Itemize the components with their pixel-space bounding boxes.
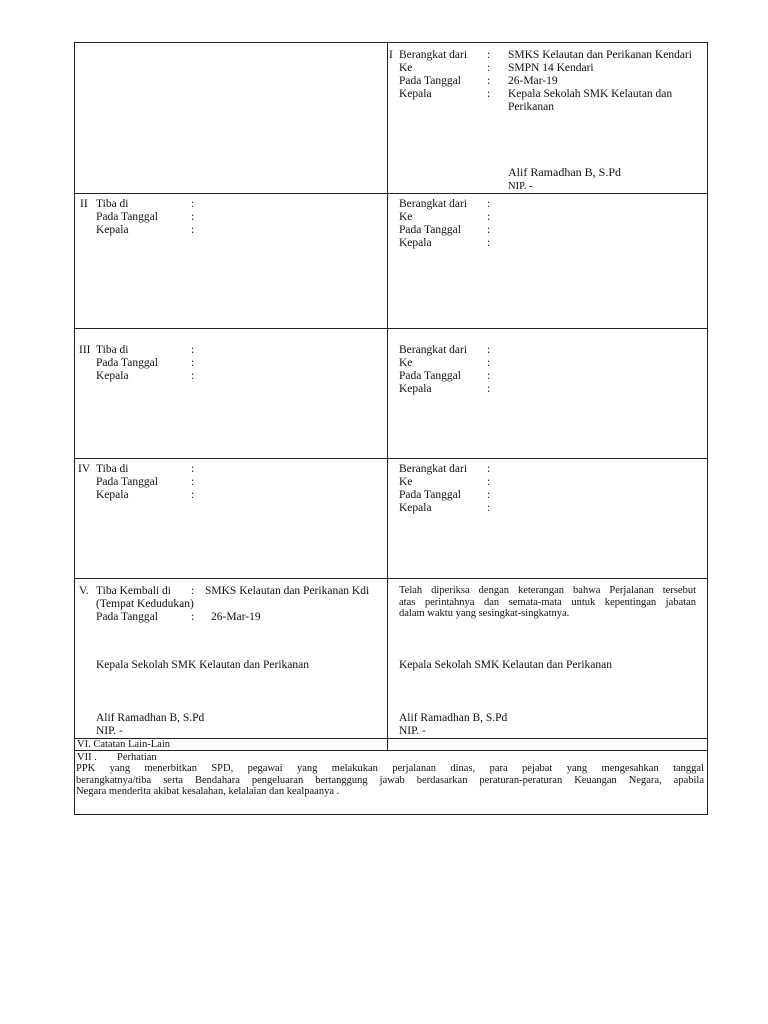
table-top-border xyxy=(74,42,708,43)
section-v-signer-right-nip: NIP. - xyxy=(399,725,426,737)
section-v-roman: V. xyxy=(79,585,89,597)
section-i-ke-colon: : xyxy=(487,62,491,74)
section-v-tiba-kembali-value: SMKS Kelautan dan Perikanan Kdi xyxy=(205,585,370,597)
section-iv-berangkat-colon: : xyxy=(487,463,491,475)
section-i-signer-name: Alif Ramadhan B, S.Pd xyxy=(508,165,621,179)
row-divider-3 xyxy=(74,458,708,459)
section-i-roman: I xyxy=(389,49,393,61)
section-ii-kepala-colon: : xyxy=(191,224,195,236)
section-i-signer-nip: NIP. - xyxy=(508,181,533,192)
notice-line-2: berangkatnya/tiba serta Bendahara pengeluaran bertanggung jawab berdasarkan peraturan-peraturan Keuangan Negara, apabila xyxy=(76,774,704,786)
section-iv-tiba-label: Tiba di xyxy=(96,463,129,475)
section-v-verification-text xyxy=(399,585,696,620)
table-left-border xyxy=(74,42,75,814)
table-bottom-border xyxy=(74,814,708,815)
section-ii-ke-colon: : xyxy=(487,211,491,223)
section-iv-right-kepala-colon: : xyxy=(487,502,491,514)
section-i-kepala-label: Kepala xyxy=(399,88,432,100)
section-i-kepala-value-1: Kepala Sekolah SMK Kelautan dan xyxy=(508,88,673,100)
section-ii-right-kepala-colon: : xyxy=(487,237,491,249)
section-iv-tanggal-label: Pada Tanggal xyxy=(96,476,158,488)
section-iv-tiba-colon: : xyxy=(191,463,195,475)
verification-line-3: dalam waktu yang sesingkat-singkatnya. xyxy=(399,608,570,619)
notice-line-3: Negara menderita akibat kesalahan, kelalaian dan kealpaanya . xyxy=(76,786,340,797)
section-iii-right-tanggal-label: Pada Tanggal xyxy=(399,370,461,382)
column-divider xyxy=(387,42,388,750)
section-v-kepala-right: Kepala Sekolah SMK Kelautan dan Perikanan xyxy=(399,659,613,671)
notice-line-1: PPK yang menerbitkan SPD, pegawai yang melakukan perjalanan dinas, para pejabat yang mengesahkan tanggal xyxy=(76,763,704,774)
section-vi-label: VI. Catatan Lain-Lain xyxy=(77,739,171,750)
section-vii-title: Perhatian xyxy=(117,752,157,763)
section-vii-notice xyxy=(76,763,704,798)
section-iii-ke-label: Ke xyxy=(399,357,413,369)
section-ii-berangkat-colon: : xyxy=(487,198,491,210)
section-iv-tanggal-colon: : xyxy=(191,476,195,488)
section-ii-tiba-label: Tiba di xyxy=(96,198,129,210)
section-ii-right-tanggal-label: Pada Tanggal xyxy=(399,224,461,236)
section-v-tanggal-colon: : xyxy=(191,611,195,623)
row-divider-2 xyxy=(74,328,708,329)
section-iv-right-tanggal-colon: : xyxy=(487,489,491,501)
section-iii-right-tanggal-colon: : xyxy=(487,370,491,382)
section-ii-tanggal-label: Pada Tanggal xyxy=(96,211,158,223)
section-ii-tiba-colon: : xyxy=(191,198,195,210)
section-i-ke-label: Ke xyxy=(399,62,413,74)
section-iv-kepala-label: Kepala xyxy=(96,489,129,501)
section-v-tiba-kembali-colon: : xyxy=(191,585,195,597)
section-iv-ke-colon: : xyxy=(487,476,491,488)
section-v-signer-right-name: Alif Ramadhan B, S.Pd xyxy=(399,712,508,724)
section-iv-berangkat-label: Berangkat dari xyxy=(399,463,468,475)
section-i-berangkat-colon: : xyxy=(487,49,491,61)
section-iii-tiba-colon: : xyxy=(191,344,195,356)
section-iii-tiba-label: Tiba di xyxy=(96,344,129,356)
section-v-signer-left-name: Alif Ramadhan B, S.Pd xyxy=(96,712,205,724)
section-iv-ke-label: Ke xyxy=(399,476,413,488)
row-divider-1 xyxy=(74,193,708,194)
section-i-ke-value: SMPN 14 Kendari xyxy=(508,62,594,74)
section-ii-right-kepala-label: Kepala xyxy=(399,237,432,249)
section-iii-right-kepala-label: Kepala xyxy=(399,383,432,395)
section-i-tanggal-label: Pada Tanggal xyxy=(399,75,461,87)
section-iii-ke-colon: : xyxy=(487,357,491,369)
section-ii-ke-label: Ke xyxy=(399,211,413,223)
row-divider-4 xyxy=(74,578,708,579)
section-vii-label: VII . xyxy=(77,752,97,763)
section-iii-kepala-colon: : xyxy=(191,370,195,382)
section-i-berangkat-label: Berangkat dari xyxy=(399,49,468,61)
section-iv-kepala-colon: : xyxy=(191,489,195,501)
section-v-tanggal-value: 26-Mar-19 xyxy=(211,611,261,623)
section-iii-berangkat-colon: : xyxy=(487,344,491,356)
section-iii-berangkat-label: Berangkat dari xyxy=(399,344,468,356)
section-v-kepala-left: Kepala Sekolah SMK Kelautan dan Perikanan xyxy=(96,659,310,671)
section-iv-roman: IV xyxy=(78,463,91,475)
section-ii-tanggal-colon: : xyxy=(191,211,195,223)
section-i-kepala-value-2: Perikanan xyxy=(508,101,554,113)
section-ii-kepala-label: Kepala xyxy=(96,224,129,236)
section-iv-right-tanggal-label: Pada Tanggal xyxy=(399,489,461,501)
verification-line-1: Telah diperiksa dengan keterangan bahwa Perjalanan tersebut xyxy=(399,585,696,596)
section-ii-berangkat-label: Berangkat dari xyxy=(399,198,468,210)
section-iii-right-kepala-colon: : xyxy=(487,383,491,395)
section-v-tempat-kedudukan: (Tempat Kedudukan) xyxy=(96,598,194,610)
section-iii-kepala-label: Kepala xyxy=(96,370,129,382)
section-iii-tanggal-colon: : xyxy=(191,357,195,369)
section-i-tanggal-value: 26-Mar-19 xyxy=(508,75,558,87)
section-i-kepala-colon: : xyxy=(487,88,491,100)
table-right-border xyxy=(707,42,708,814)
section-ii-right-tanggal-colon: : xyxy=(487,224,491,236)
section-iii-roman: III xyxy=(79,344,91,356)
section-ii-roman: II xyxy=(80,198,88,210)
section-v-tiba-kembali-label: Tiba Kembali di xyxy=(96,585,171,597)
verification-line-2: atas perintahnya dan semata-mata untuk kepentingan jabatan xyxy=(399,596,696,608)
section-v-signer-left-nip: NIP. - xyxy=(96,725,123,737)
section-i-berangkat-value: SMKS Kelautan dan Perikanan Kendari xyxy=(508,49,692,61)
section-iv-right-kepala-label: Kepala xyxy=(399,502,432,514)
section-iii-tanggal-label: Pada Tanggal xyxy=(96,357,158,369)
section-v-tanggal-label: Pada Tanggal xyxy=(96,611,158,623)
section-i-tanggal-colon: : xyxy=(487,75,491,87)
